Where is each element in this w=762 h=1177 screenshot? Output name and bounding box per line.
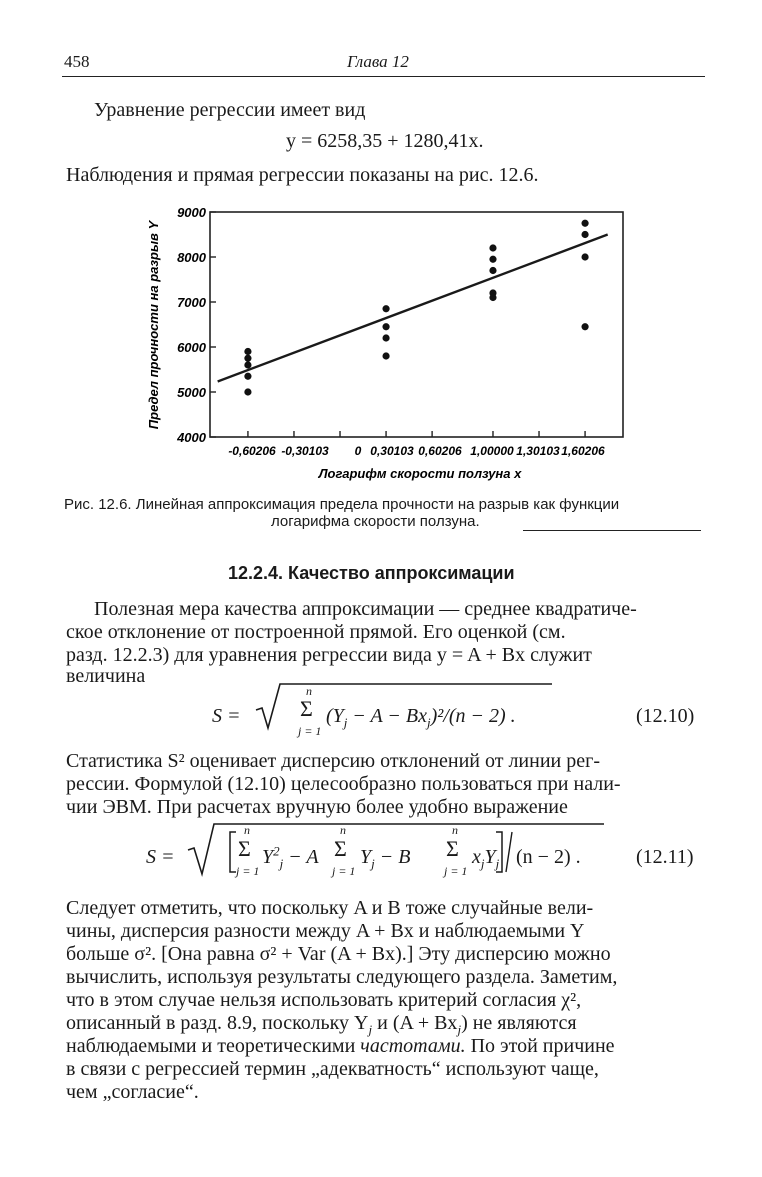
x-tick-label: 1,60206 <box>561 444 605 458</box>
para2-line-2: рессии. Формулой (12.10) целесообразно пользоваться при нали- <box>66 773 621 795</box>
plot-frame <box>210 212 623 437</box>
x-tick-label: 0,60206 <box>418 444 462 458</box>
y-tick-label: 6000 <box>177 340 206 355</box>
running-title: Глава 12 <box>347 52 409 71</box>
data-point <box>244 348 251 355</box>
data-point <box>244 361 251 368</box>
para1-line-1: Полезная мера качества аппроксимации — среднее квадратиче- <box>94 598 637 620</box>
para1-line-3: разд. 12.2.3) для уравнения регрессии вида y = A + Bx служит <box>66 644 592 666</box>
x-axis-label: Логарифм скорости ползуна x <box>318 466 522 481</box>
para3-line-7: наблюдаемыми и теоретическими частотами. По этой причине <box>66 1035 615 1057</box>
header-rule <box>62 76 705 77</box>
para1-line-4: величина <box>66 665 146 687</box>
data-point <box>489 267 496 274</box>
x-tick-label: 0,30103 <box>370 444 414 458</box>
para3-line-8: в связи с регрессией термин „адекватность“ используют чаще, <box>66 1058 599 1080</box>
data-point <box>244 355 251 362</box>
regression-line <box>218 235 608 382</box>
para3-line-6: описанный в разд. 8.9, поскольку $Y_j$ и $(A + Bx_j)$ не являются <box>66 1012 577 1037</box>
data-point <box>489 256 496 263</box>
figure-caption-line-2: логарифма скорости ползуна. <box>271 513 480 530</box>
para3-line-9: чем „согласие“. <box>66 1081 199 1103</box>
section-title: 12.2.4. Качество аппроксимации <box>228 563 515 583</box>
regression-equation: y = 6258,35 + 1280,41x. <box>286 130 484 152</box>
eq2-sum2-lower: j = 1 <box>332 864 356 878</box>
eq2-sum2-upper: n <box>340 823 346 837</box>
eq2-sum1-sign: Σ <box>238 836 251 861</box>
eq2-sum3-upper: n <box>452 823 458 837</box>
eq2-term1: $Y^2_j - A$ <box>262 843 319 871</box>
eq1-sum-upper: n <box>306 684 312 698</box>
scatter-chart <box>140 200 630 485</box>
intro-line-1: Уравнение регрессии имеет вид <box>94 99 366 121</box>
eq2-sum1-upper: n <box>244 823 250 837</box>
data-point <box>382 305 389 312</box>
data-point <box>244 388 251 395</box>
eq1-body: $(Y_j - A - Bx_j)^2/(n - 2)$ . <box>326 705 516 730</box>
y-tick-label: 9000 <box>177 205 206 220</box>
x-tick-label: -0,30103 <box>281 444 329 458</box>
data-point <box>581 253 588 260</box>
data-point <box>382 334 389 341</box>
para3-line-5: что в этом случае нельзя использовать критерий согласия χ², <box>66 989 582 1011</box>
y-tick-label: 4000 <box>177 430 206 445</box>
para2-line-3: чии ЭВМ. При расчетах вручную более удобно выражение <box>66 796 568 818</box>
page-number: 458 <box>64 52 90 71</box>
eq1-sum-lower: j = 1 <box>298 724 322 738</box>
caption-rule <box>523 530 701 531</box>
eq1-number: (12.10) <box>636 705 695 727</box>
y-tick-label: 7000 <box>177 295 206 310</box>
eq2-number: (12.11) <box>636 846 694 868</box>
eq2-tail: (n − 2) . <box>516 846 581 868</box>
data-point <box>581 231 588 238</box>
x-tick-label: 1,30103 <box>516 444 560 458</box>
x-tick-label: 0 <box>354 444 362 458</box>
para3-line-3: больше σ². [Она равна σ² + Var (A + Bx).] Эту дисперсию можно <box>66 943 611 965</box>
y-tick-label: 5000 <box>177 385 206 400</box>
data-point <box>244 373 251 380</box>
data-point <box>382 352 389 359</box>
y-tick-label: 8000 <box>177 250 206 265</box>
data-point <box>489 294 496 301</box>
para2-line-1: Статистика S² оценивает дисперсию отклонений от линии рег- <box>66 750 600 772</box>
eq2-sum1-lower: j = 1 <box>236 864 260 878</box>
eq1-sum-sign: Σ <box>300 696 313 721</box>
eq1-lhs: S = <box>212 705 241 727</box>
eq2-sum3-lower: j = 1 <box>444 864 468 878</box>
x-tick-label: -0,60206 <box>228 444 276 458</box>
x-tick-label: 1,00000 <box>470 444 514 458</box>
data-point <box>489 244 496 251</box>
para3-line-4: вычислить, используя результаты следующего раздела. Заметим, <box>66 966 618 988</box>
para1-line-2: ское отклонение от построенной прямой. Его оценкой (см. <box>66 621 566 643</box>
y-axis-label: Предел прочности на разрыв Y <box>146 220 161 430</box>
eq2-sum2-sign: Σ <box>334 836 347 861</box>
eq2-lhs: S = <box>146 846 175 868</box>
data-point <box>581 220 588 227</box>
eq2-term3: $x_jY_j$ <box>472 846 500 871</box>
eq2-sum3-sign: Σ <box>446 836 459 861</box>
eq2-term2: $Y_j - B$ <box>360 846 411 871</box>
para3-line-2: чины, дисперсия разности между A + Bx и наблюдаемыми Y <box>66 920 585 942</box>
intro-line-2: Наблюдения и прямая регрессии показаны на рис. 12.6. <box>66 164 539 186</box>
data-point <box>581 323 588 330</box>
figure-caption-line-1: Рис. 12.6. Линейная аппроксимация предела прочности на разрыв как функции <box>64 496 620 513</box>
data-point <box>382 323 389 330</box>
para3-line-1: Следует отметить, что поскольку A и B тоже случайные вели- <box>66 897 594 919</box>
